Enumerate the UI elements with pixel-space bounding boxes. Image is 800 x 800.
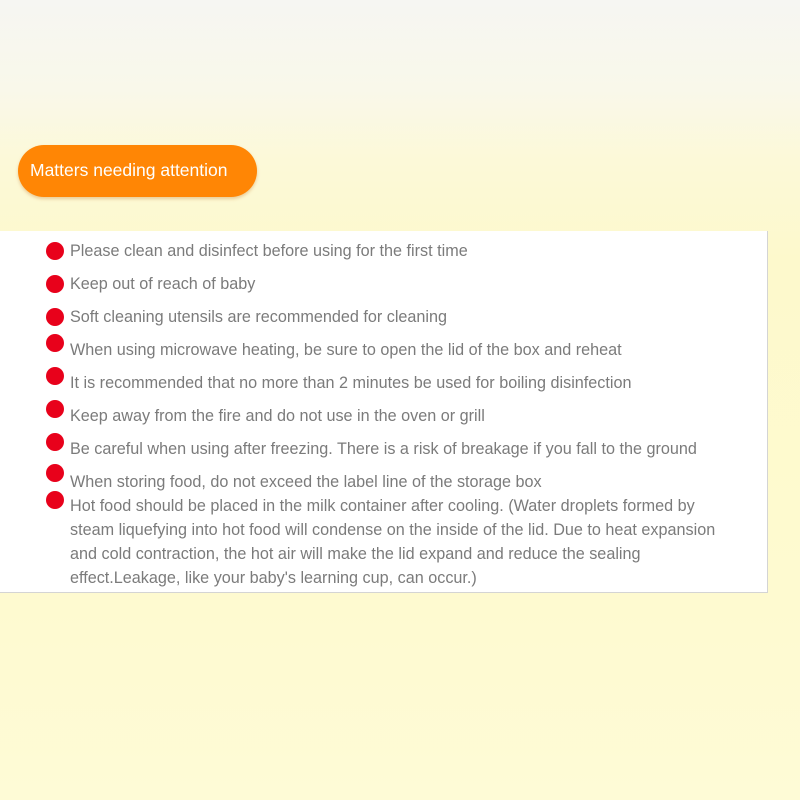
red-dot-icon <box>46 275 64 293</box>
section-title: Matters needing attention <box>30 160 228 180</box>
red-dot-icon <box>46 334 64 352</box>
list-item-text: Soft cleaning utensils are recommended for cleaning <box>70 308 448 326</box>
section-title-badge <box>18 145 257 197</box>
list-item-text: Please clean and disinfect before using for the first time <box>70 242 468 260</box>
list-item-text: When storing food, do not exceed the label line of the storage box <box>70 473 542 491</box>
red-dot-icon <box>46 464 64 482</box>
red-dot-icon <box>46 242 64 260</box>
list-item-text: Be careful when using after freezing. There is a risk of breakage if you fall to the ground <box>70 440 697 458</box>
red-dot-icon <box>46 400 64 418</box>
list-item-text: Hot food should be placed in the milk container after cooling. (Water droplets formed by steam liquefying into hot food will condense on the inside of the lid. Due to heat expansion and cold contraction, the hot air will make the lid expand and reduce the sealing effect.Leakage, like your baby's learning cup, can occur.) <box>70 497 716 587</box>
red-dot-icon <box>46 308 64 326</box>
list-item-text: Keep away from the fire and do not use in the oven or grill <box>70 407 485 425</box>
list-item-text: When using microwave heating, be sure to open the lid of the box and reheat <box>70 341 622 359</box>
red-dot-icon <box>46 433 64 451</box>
red-dot-icon <box>46 491 64 509</box>
list-item-text: Keep out of reach of baby <box>70 275 256 293</box>
notice-panel <box>0 231 768 593</box>
list-item-text: It is recommended that no more than 2 minutes be used for boiling disinfection <box>70 374 632 392</box>
red-dot-icon <box>46 367 64 385</box>
